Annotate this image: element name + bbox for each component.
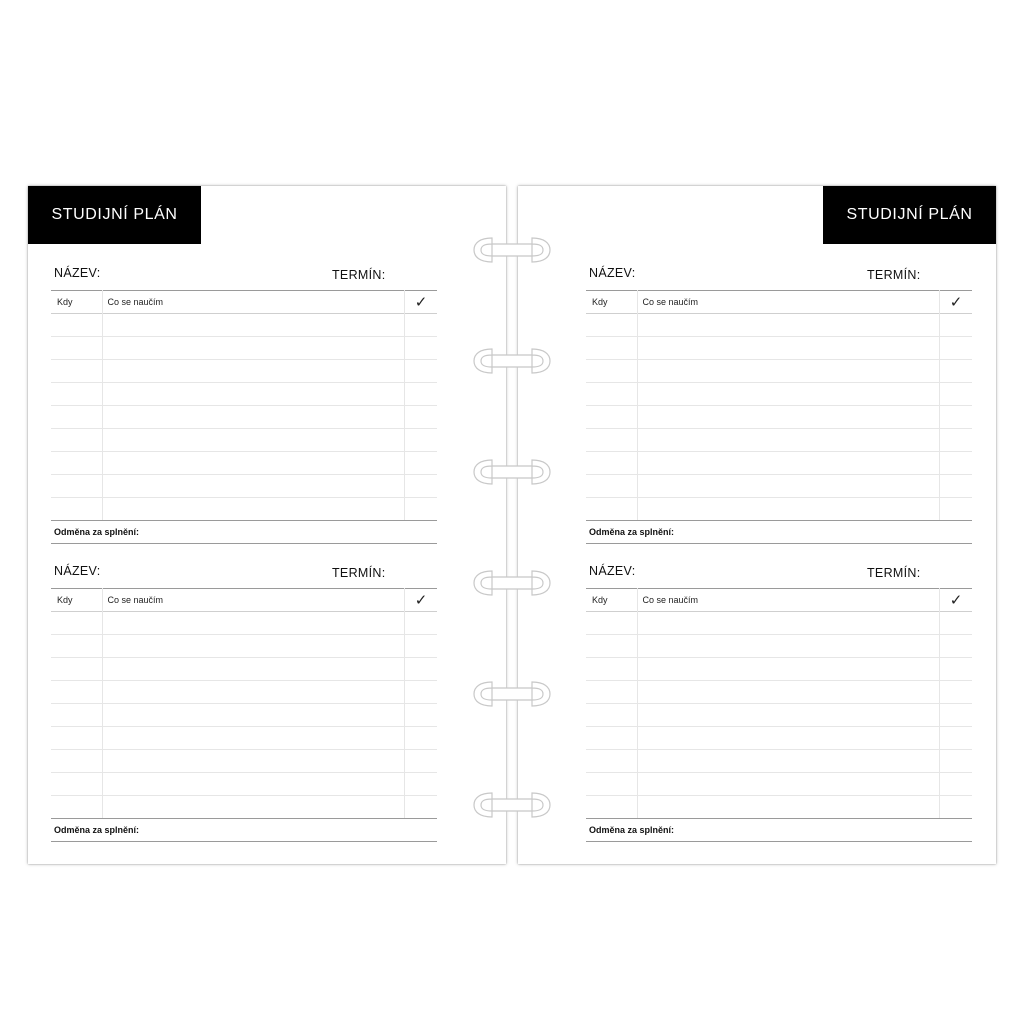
table-row [51, 383, 437, 406]
table-row [51, 406, 437, 429]
table-row [586, 498, 972, 521]
name-label: NÁZEV: [54, 564, 101, 578]
banner-title: STUDIJNÍ PLÁN [51, 206, 178, 223]
table-row [586, 750, 972, 773]
table-row [51, 704, 437, 727]
table-row [51, 475, 437, 498]
col-what-header: Co se naučím [637, 291, 940, 314]
page-banner [28, 186, 201, 244]
binder-disc-icon [470, 788, 554, 822]
binder-disc-icon [470, 677, 554, 711]
study-plan-block [51, 266, 437, 544]
reward-field [51, 520, 437, 544]
table-row [586, 635, 972, 658]
check-icon: ✓ [940, 291, 973, 314]
table-row [586, 727, 972, 750]
deadline-label: TERMÍN: [867, 566, 921, 580]
reward-field [586, 520, 972, 544]
binder-disc-icon [470, 344, 554, 378]
left-page [28, 186, 506, 864]
table-row [51, 498, 437, 521]
check-icon: ✓ [940, 589, 973, 612]
right-page [518, 186, 996, 864]
table-row [586, 337, 972, 360]
col-what-header: Co se naučím [102, 291, 405, 314]
reward-label: Odměna za splnění: [589, 527, 675, 537]
table-row [51, 773, 437, 796]
table-row [51, 452, 437, 475]
table-row [51, 635, 437, 658]
col-when-header: Kdy [586, 291, 637, 314]
page-banner [823, 186, 996, 244]
table-row [586, 658, 972, 681]
table-row [586, 475, 972, 498]
deadline-label: TERMÍN: [867, 268, 921, 282]
table-row [586, 452, 972, 475]
table-row [586, 406, 972, 429]
table-row [586, 360, 972, 383]
table-row [586, 612, 972, 635]
table-row [51, 337, 437, 360]
col-when-header: Kdy [586, 589, 637, 612]
check-icon: ✓ [405, 589, 438, 612]
binder-disc-icon [470, 566, 554, 600]
binder-disc-icon [470, 233, 554, 267]
reward-label: Odměna za splnění: [54, 527, 140, 537]
reward-field [51, 818, 437, 842]
table-row [51, 658, 437, 681]
name-label: NÁZEV: [54, 266, 101, 280]
table-row [586, 681, 972, 704]
table-row [586, 704, 972, 727]
deadline-label: TERMÍN: [332, 268, 386, 282]
table-row [51, 681, 437, 704]
table-row [586, 773, 972, 796]
table-row [586, 383, 972, 406]
name-label: NÁZEV: [589, 266, 636, 280]
col-when-header: Kdy [51, 291, 102, 314]
col-when-header: Kdy [51, 589, 102, 612]
table-row [51, 360, 437, 383]
reward-field [586, 818, 972, 842]
table-row [51, 612, 437, 635]
study-plan-block [51, 564, 437, 842]
reward-label: Odměna za splnění: [54, 825, 140, 835]
table-row [51, 727, 437, 750]
plan-table [51, 290, 437, 520]
table-row [586, 796, 972, 819]
table-row [51, 429, 437, 452]
plan-table [586, 588, 972, 818]
study-plan-block [586, 266, 972, 544]
table-row [51, 750, 437, 773]
plan-table [51, 588, 437, 818]
table-row [51, 314, 437, 337]
name-label: NÁZEV: [589, 564, 636, 578]
deadline-label: TERMÍN: [332, 566, 386, 580]
reward-label: Odměna za splnění: [589, 825, 675, 835]
col-what-header: Co se naučím [637, 589, 940, 612]
table-row [586, 314, 972, 337]
binder-disc-icon [470, 455, 554, 489]
col-what-header: Co se naučím [102, 589, 405, 612]
table-row [586, 429, 972, 452]
banner-title: STUDIJNÍ PLÁN [846, 206, 973, 223]
table-row [51, 796, 437, 819]
plan-table [586, 290, 972, 520]
study-plan-block [586, 564, 972, 842]
check-icon: ✓ [405, 291, 438, 314]
